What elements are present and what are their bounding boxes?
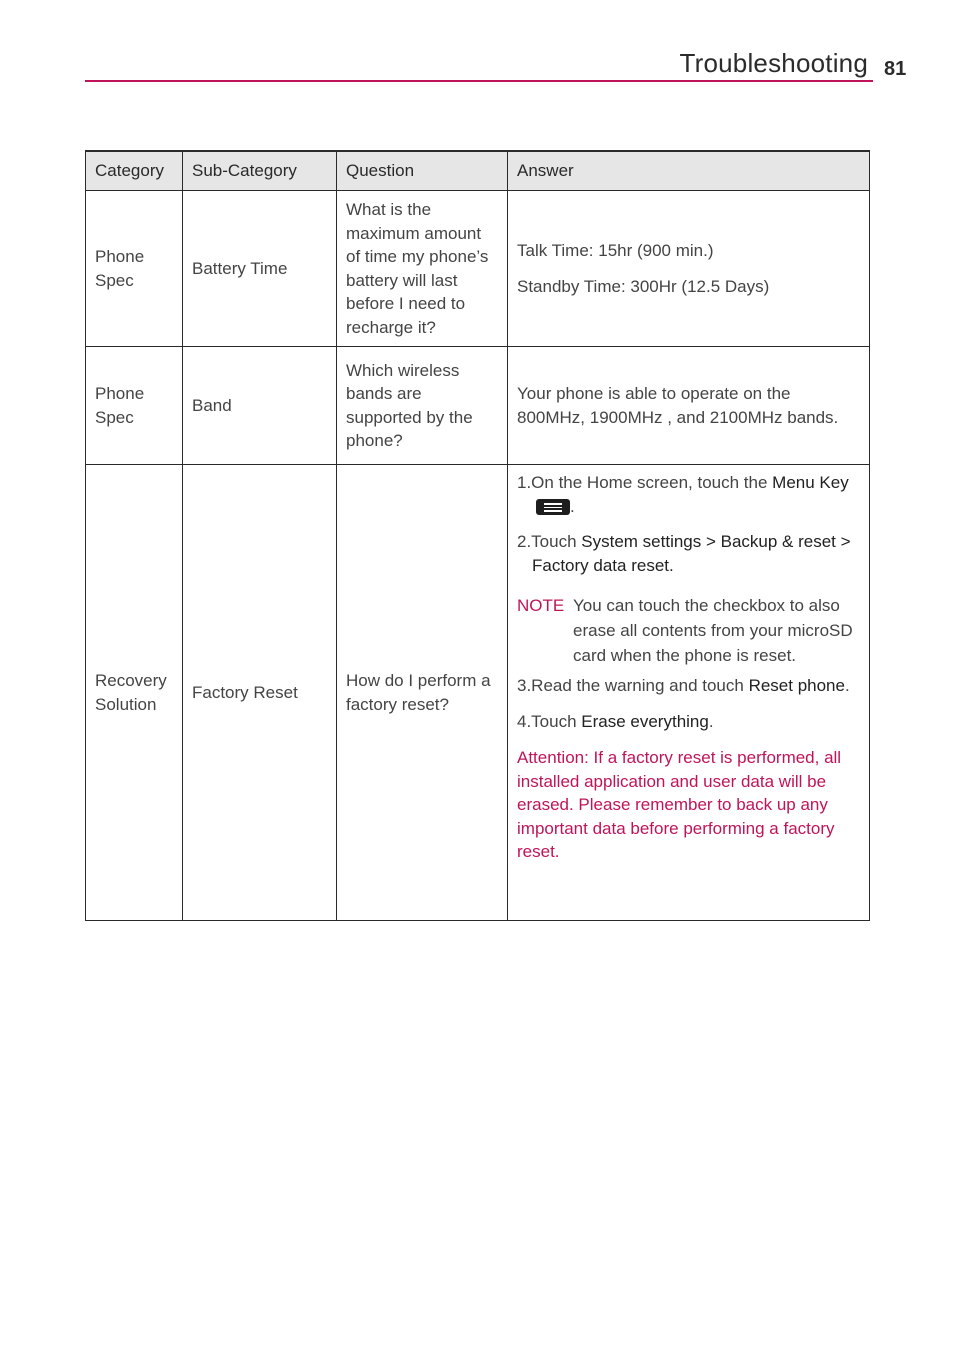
column-header-answer: Answer (508, 151, 870, 191)
question-cell: How do I perform a factory reset? (337, 465, 508, 921)
category-cell (86, 191, 183, 347)
table-row (86, 465, 870, 921)
step-1-text: 1.On the Home screen, touch the (517, 473, 773, 492)
step-2-text: 2.Touch (517, 532, 582, 551)
faq-table (85, 150, 870, 921)
column-header-category: Category (86, 151, 183, 191)
category-line: Spec (95, 407, 134, 427)
header-divider (85, 80, 873, 82)
answer-cell (508, 191, 870, 347)
answer-cell: Your phone is able to operate on the 800MHz, 1900MHz , and 2100MHz bands. (508, 347, 870, 465)
step-3-text: 3.Read the warning and touch (517, 676, 749, 695)
note-label: NOTE (517, 596, 565, 615)
answer-talk-time: Talk Time: 15hr (900 min.) (517, 240, 714, 260)
page-title: Troubleshooting (679, 48, 868, 78)
step-1 (517, 471, 860, 518)
sub-category-cell: Factory Reset (183, 465, 337, 921)
question-cell: What is the maximum amount of time my phone’s battery will last before I need to recharge it? (337, 191, 508, 347)
table-row (86, 191, 870, 347)
step-4-suffix: . (708, 711, 714, 731)
column-header-sub-category: Sub-Category (183, 151, 337, 191)
category-line: Phone (95, 247, 145, 266)
step-3-emphasis: Reset phone (748, 676, 845, 695)
answer-cell (508, 465, 870, 921)
table-header-row (86, 151, 870, 191)
step-3 (517, 674, 860, 698)
category-line: Phone (95, 384, 145, 403)
sub-category-cell: Band (183, 347, 337, 465)
note-block (517, 593, 860, 668)
attention-warning: Attention: If a factory reset is performed, all installed application and user data will be erased. Please remember to back up any important data before performing a factory reset. (517, 748, 842, 861)
answer-standby-time: Standby Time: 300Hr (12.5 Days) (517, 277, 770, 296)
category-cell (86, 347, 183, 465)
step-1-suffix: . (570, 496, 575, 516)
category-line: Spec (95, 270, 134, 290)
table-row (86, 347, 870, 465)
category-cell (86, 465, 183, 921)
menu-key-icon (536, 499, 570, 515)
step-1-emphasis: Menu Key (772, 473, 849, 492)
category-line: Recovery (95, 671, 167, 690)
step-3-suffix: . (844, 676, 850, 695)
question-cell: Which wireless bands are supported by the phone? (337, 347, 508, 465)
step-4-text: 4.Touch (517, 711, 582, 731)
step-4 (517, 710, 860, 734)
category-line: Solution (95, 694, 157, 714)
step-2 (517, 530, 860, 577)
sub-category-cell: Battery Time (183, 191, 337, 347)
note-text: You can touch the checkbox to also erase all contents from your microSD card when the phone is reset. (573, 596, 853, 665)
step-2-emphasis: System settings > Backup & reset > Factory data reset. (532, 532, 851, 575)
column-header-question: Question (337, 151, 508, 191)
step-4-emphasis: Erase everything (581, 711, 709, 731)
page-number: 81 (884, 58, 907, 80)
